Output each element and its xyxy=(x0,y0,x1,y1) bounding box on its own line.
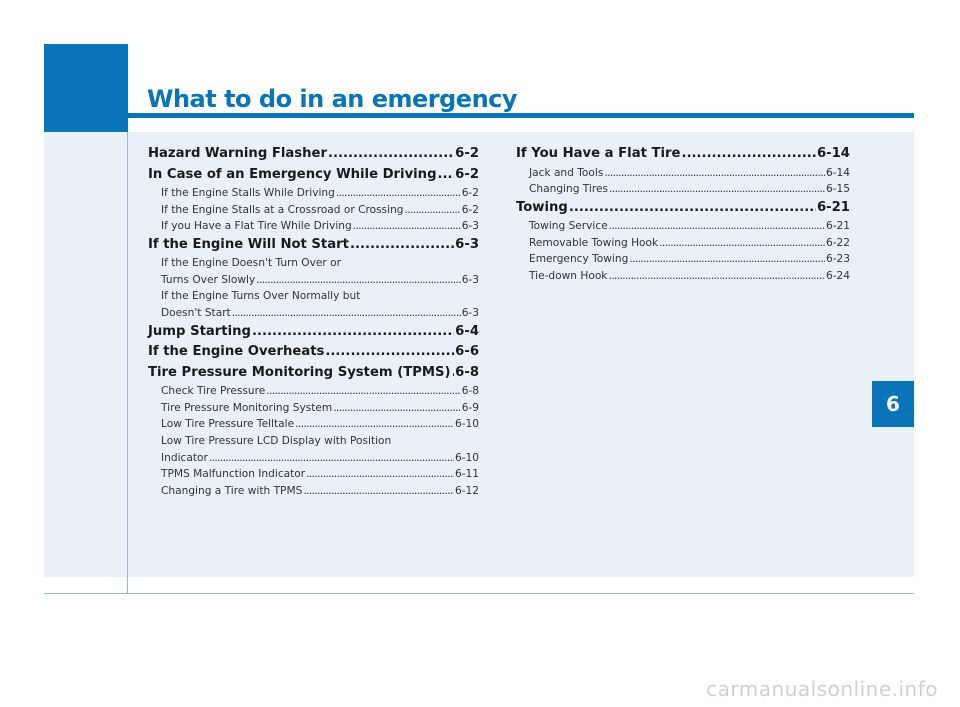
toc-entry-page: 6-22 xyxy=(825,236,850,249)
toc-entry-page: 6-8 xyxy=(455,364,479,380)
toc-entry-page: 6-10 xyxy=(454,418,479,431)
toc-subentry[interactable] xyxy=(148,466,479,483)
toc-entry-page: 6-12 xyxy=(454,484,479,497)
toc-subentry[interactable] xyxy=(148,218,479,235)
toc-entry-title: Jack and Tools xyxy=(529,166,604,179)
toc-entry[interactable] xyxy=(148,235,479,256)
toc-dot-leader xyxy=(209,450,454,467)
toc-entry[interactable] xyxy=(148,342,479,363)
toc-dot-leader xyxy=(604,165,825,182)
toc-entry-title: In Case of an Emergency While Driving xyxy=(148,166,437,182)
toc-entry-title: Towing Service xyxy=(529,220,608,233)
toc-entry-page: 6-6 xyxy=(455,344,479,360)
toc-dot-leader xyxy=(405,202,461,219)
toc-subentry[interactable] xyxy=(148,450,479,467)
toc-entry-page: 6-15 xyxy=(825,183,850,196)
toc-entry-title: Doesn't Start xyxy=(161,307,231,320)
toc-dot-leader xyxy=(569,198,816,219)
toc-column-left xyxy=(148,144,479,499)
toc-dot-leader xyxy=(295,416,454,433)
toc-dot-leader xyxy=(629,251,825,268)
toc-subentry[interactable] xyxy=(148,202,479,219)
toc-dot-leader xyxy=(438,165,455,186)
toc-entry[interactable] xyxy=(148,144,479,165)
toc-subentry[interactable] xyxy=(516,165,850,182)
toc-entry-page: 6-2 xyxy=(461,203,479,216)
toc-entry-title: TPMS Malfunction Indicator xyxy=(161,468,306,481)
toc-column-right xyxy=(516,144,850,285)
toc-entry-page: 6-2 xyxy=(461,187,479,199)
toc-entry-page: 6-2 xyxy=(455,166,479,182)
toc-dot-leader xyxy=(608,268,825,285)
toc-entry-title: Changing a Tire with TPMS xyxy=(161,484,303,497)
toc-dot-leader xyxy=(303,483,454,500)
toc-dot-leader xyxy=(350,235,454,256)
toc-entry[interactable] xyxy=(148,363,479,384)
toc-entry-title: Check Tire Pressure xyxy=(161,385,266,398)
toc-entry-title: Tire Pressure Monitoring System xyxy=(161,401,333,414)
toc-subentry[interactable]: If the Engine Doesn't Turn Over or xyxy=(161,257,341,270)
toc-entry-title: Tire Pressure Monitoring System (TPMS) xyxy=(148,364,451,380)
toc-entry-title: If the Engine Stalls While Driving xyxy=(161,187,335,199)
toc-entry-page: 6-21 xyxy=(825,220,850,233)
page-title: What to do in an emergency xyxy=(147,85,518,113)
toc-dot-leader xyxy=(452,363,455,384)
toc-entry[interactable] xyxy=(148,322,479,343)
toc-dot-leader xyxy=(336,185,461,202)
toc-subentry[interactable] xyxy=(148,305,479,322)
toc-dot-leader xyxy=(681,144,816,165)
toc-dot-leader xyxy=(659,235,825,252)
toc-entry-title: Hazard Warning Flasher xyxy=(148,146,327,161)
toc-entry[interactable] xyxy=(516,144,850,165)
toc-dot-leader xyxy=(306,466,454,483)
toc-subentry[interactable]: Low Tire Pressure LCD Display with Position xyxy=(161,434,392,447)
title-underline xyxy=(128,113,914,118)
toc-entry-page: 6-3 xyxy=(461,273,479,286)
toc-entry-title: Low Tire Pressure Telltale xyxy=(161,418,295,431)
toc-subentry[interactable] xyxy=(516,235,850,252)
toc-subentry[interactable] xyxy=(148,383,479,400)
toc-entry-page: 6-21 xyxy=(816,199,850,215)
toc-entry-page: 6-8 xyxy=(461,385,479,398)
toc-entry-title: Removable Towing Hook xyxy=(529,236,659,249)
toc-entry-title: If the Engine Overheats xyxy=(148,344,325,360)
toc-subentry[interactable] xyxy=(516,268,850,285)
toc-entry-page: 6-4 xyxy=(455,323,479,339)
chapter-tab[interactable]: 6 xyxy=(872,381,914,427)
toc-dot-leader xyxy=(325,342,454,363)
toc-subentry[interactable] xyxy=(516,251,850,268)
toc-dot-leader xyxy=(266,383,460,400)
toc-entry-page: 6-3 xyxy=(455,236,479,252)
toc-subentry[interactable] xyxy=(148,272,479,289)
toc-entry-title: Towing xyxy=(516,199,568,215)
toc-entry-title: If You Have a Flat Tire xyxy=(516,146,681,161)
toc-entry-title: Emergency Towing xyxy=(529,253,629,266)
margin-line xyxy=(127,132,128,594)
toc-entry-title: If you Have a Flat Tire While Driving xyxy=(161,220,352,233)
toc-entry-title: If the Engine Stalls at a Crossroad or Crossing xyxy=(161,203,404,216)
toc-subentry[interactable] xyxy=(516,181,850,198)
toc-entry-page: 6-14 xyxy=(816,146,850,161)
toc-subentry[interactable] xyxy=(148,185,479,202)
toc-entry-page: 6-23 xyxy=(825,253,850,266)
toc-entry[interactable] xyxy=(148,165,479,186)
toc-entry-title: Jump Starting xyxy=(148,323,251,339)
toc-entry-title: Indicator xyxy=(161,451,208,464)
toc-entry-title: Changing Tires xyxy=(529,183,609,196)
toc-entry-page: 6-10 xyxy=(454,451,479,464)
toc-entry[interactable] xyxy=(516,198,850,219)
toc-dot-leader xyxy=(256,272,460,289)
toc-entry-title: Turns Over Slowly xyxy=(161,273,256,286)
toc-entry-title: If the Engine Will Not Start xyxy=(148,236,349,252)
watermark: carmanualsonline.info xyxy=(706,677,938,701)
toc-entry-page: 6-11 xyxy=(454,468,479,481)
toc-subentry[interactable] xyxy=(148,416,479,433)
toc-dot-leader xyxy=(609,218,825,235)
toc-entry-page: 6-9 xyxy=(461,401,479,414)
toc-dot-leader xyxy=(252,322,454,343)
toc-entry-page: 6-3 xyxy=(461,307,479,320)
toc-dot-leader xyxy=(328,144,454,165)
toc-dot-leader xyxy=(609,181,825,198)
toc-entry-page: 6-14 xyxy=(825,166,850,179)
toc-entry-page: 6-24 xyxy=(825,269,850,282)
toc-entry-page: 6-3 xyxy=(461,220,479,233)
chapter-header-block xyxy=(44,44,128,132)
toc-subentry[interactable] xyxy=(516,218,850,235)
toc-subentry[interactable] xyxy=(148,483,479,500)
toc-subentry[interactable]: If the Engine Turns Over Normally but xyxy=(161,290,361,303)
toc-dot-leader xyxy=(333,400,460,417)
toc-entry-title: Tie-down Hook xyxy=(529,269,608,282)
toc-dot-leader xyxy=(353,218,461,235)
toc-entry-page: 6-2 xyxy=(455,146,479,161)
footer-line xyxy=(44,593,914,594)
toc-dot-leader xyxy=(232,305,461,322)
toc-subentry[interactable] xyxy=(148,400,479,417)
